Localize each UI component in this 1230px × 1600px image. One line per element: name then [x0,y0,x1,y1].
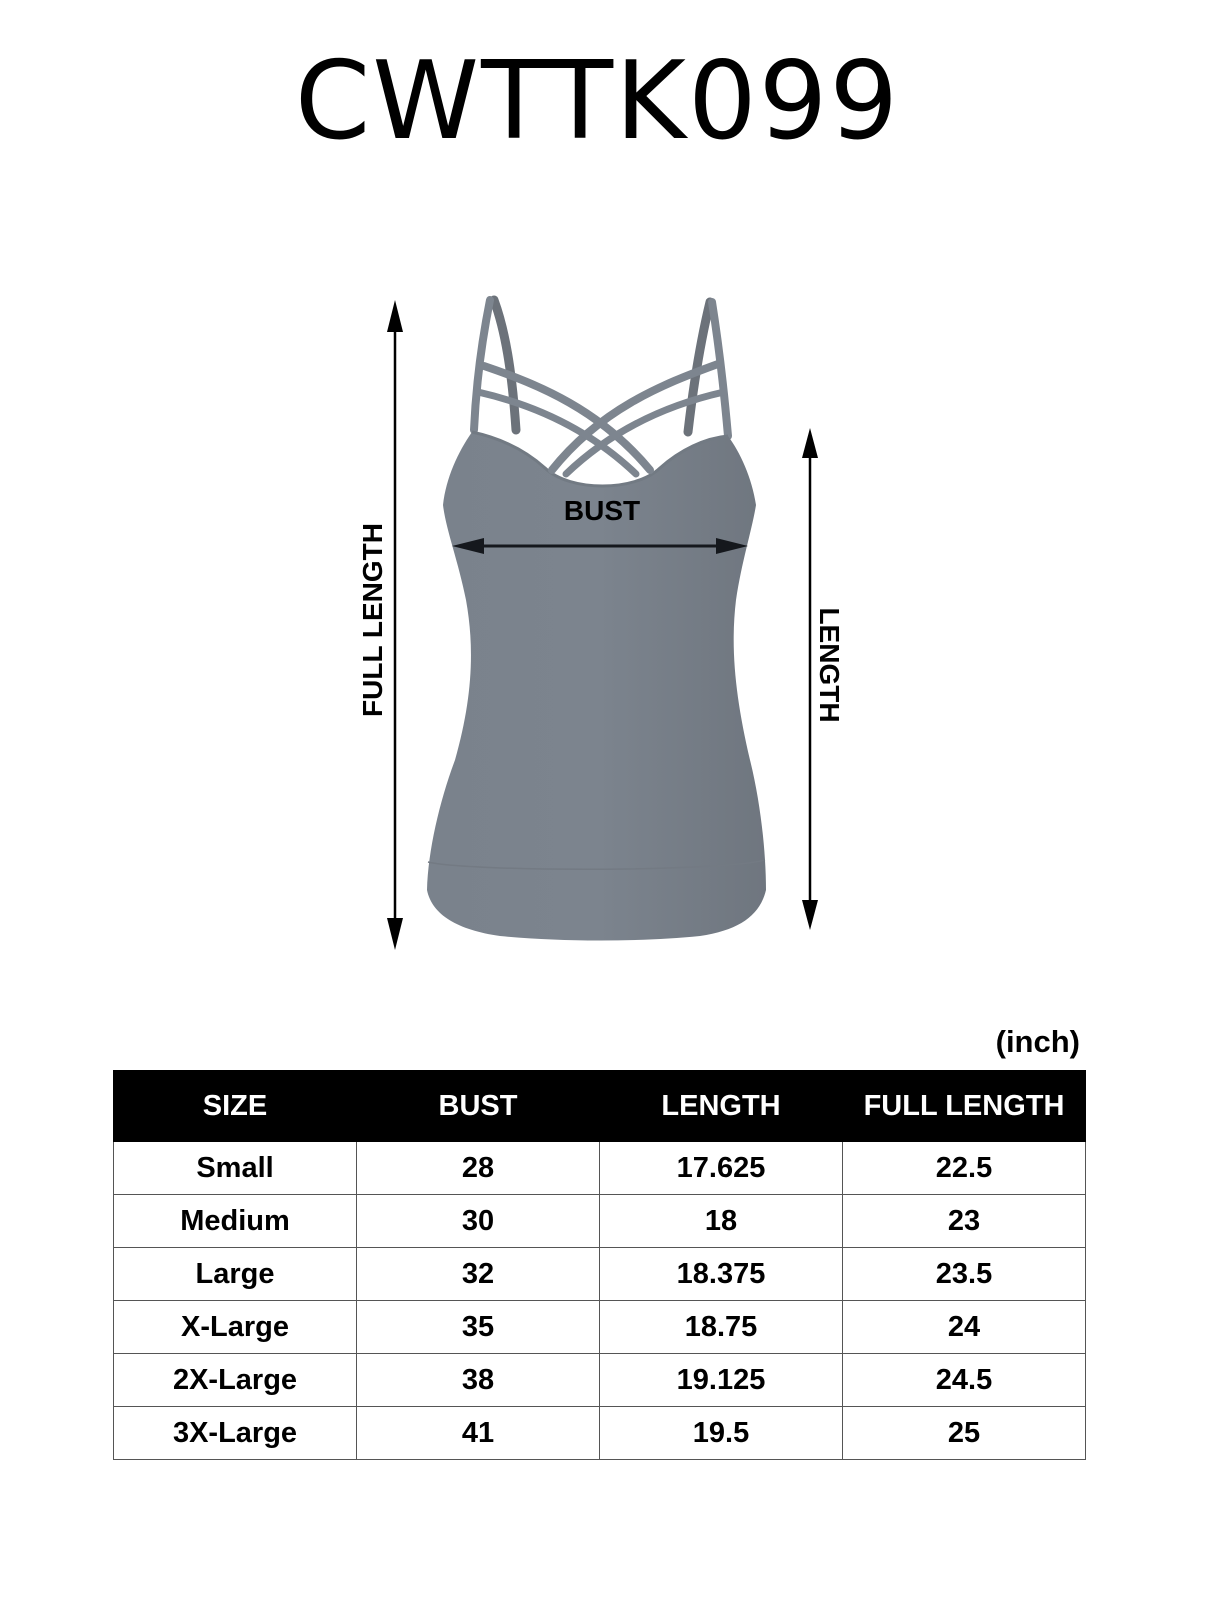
table-row [114,1195,1086,1248]
cell-length: 18 [600,1195,843,1248]
cell-bust: 28 [357,1142,600,1195]
unit-label: (inch) [995,1024,1080,1059]
cell-size: Medium [114,1195,357,1248]
table-row [114,1407,1086,1460]
cell-bust: 30 [357,1195,600,1248]
table-row [114,1354,1086,1407]
table-row [114,1248,1086,1301]
header-size: SIZE [114,1071,357,1142]
full-length-arrow [387,300,403,950]
header-bust: BUST [357,1071,600,1142]
cell-bust: 41 [357,1407,600,1460]
length-label: LENGTH [814,607,845,723]
tank-top-illustration [427,300,766,941]
header-length: LENGTH [600,1071,843,1142]
product-code-title: CWTTK099 [294,39,901,164]
cell-bust: 32 [357,1248,600,1301]
cell-size: 2X-Large [114,1354,357,1407]
cell-size: Small [114,1142,357,1195]
bust-label: BUST [563,495,641,526]
cell-length: 17.625 [600,1142,843,1195]
cell-full-length: 24 [843,1301,1086,1354]
cell-full-length: 24.5 [843,1354,1086,1407]
cell-full-length: 22.5 [843,1142,1086,1195]
cell-full-length: 25 [843,1407,1086,1460]
table-header-row [114,1071,1086,1142]
cell-length: 19.5 [600,1407,843,1460]
table-row [114,1142,1086,1195]
cell-full-length: 23.5 [843,1248,1086,1301]
cell-bust: 38 [357,1354,600,1407]
cell-size: X-Large [114,1301,357,1354]
header-full-length: FULL LENGTH [843,1071,1086,1142]
full-length-label: FULL LENGTH [357,523,388,717]
cell-length: 18.75 [600,1301,843,1354]
cell-length: 18.375 [600,1248,843,1301]
cell-full-length: 23 [843,1195,1086,1248]
cell-size: Large [114,1248,357,1301]
size-chart-table [113,1070,1086,1460]
cell-bust: 35 [357,1301,600,1354]
cell-length: 19.125 [600,1354,843,1407]
table-row [114,1301,1086,1354]
cell-size: 3X-Large [114,1407,357,1460]
